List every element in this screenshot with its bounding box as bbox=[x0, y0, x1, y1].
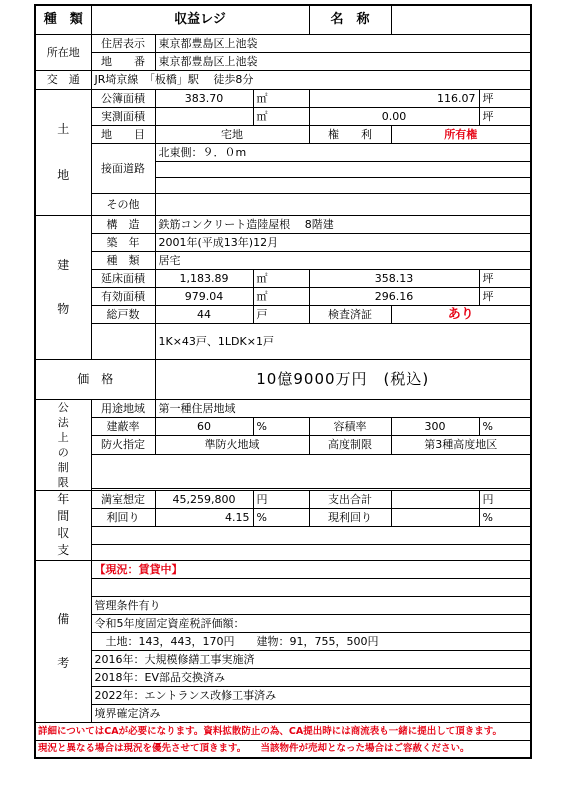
actual-area-label: 実測面積 bbox=[91, 107, 155, 125]
structure-value: 鉄筋コンクリート造陸屋根 8階建 bbox=[155, 215, 531, 233]
remarks-line: 2022年：エントランス改修工事済み bbox=[91, 686, 531, 704]
building-label bbox=[35, 215, 91, 359]
registered-area-sqm: 383.70 bbox=[155, 89, 253, 107]
yen-unit: 円 bbox=[253, 490, 309, 508]
coverage-label: 建蔽率 bbox=[91, 417, 155, 435]
income-label: 年間収支 bbox=[35, 490, 91, 560]
income-blank bbox=[91, 544, 531, 560]
road-blank bbox=[155, 177, 531, 193]
rights-label: 権 利 bbox=[309, 125, 391, 143]
yield-label: 利回り bbox=[91, 508, 155, 526]
traffic-label: 交 通 bbox=[35, 70, 91, 89]
far-label: 容積率 bbox=[309, 417, 391, 435]
fire-label: 防火指定 bbox=[91, 436, 155, 454]
rights-value: 所有権 bbox=[391, 125, 531, 143]
remarks-line: 管理条件有り bbox=[91, 596, 531, 614]
registered-area-label: 公簿面積 bbox=[91, 89, 155, 107]
disclaimer-line-2: 現況と異なる場合は現況を優先させて頂きます。 当該物件が売却となった場合はご容赦ください。 bbox=[35, 740, 531, 758]
building-label-bottom: 物 bbox=[57, 302, 70, 316]
lot-label: 地 番 bbox=[91, 52, 155, 70]
address-value: 東京都豊島区上池袋 bbox=[155, 34, 531, 52]
address-label: 住居表示 bbox=[91, 34, 155, 52]
price-value: 10億9000万円 (税込) bbox=[155, 359, 531, 399]
lot-value: 東京都豊島区上池袋 bbox=[155, 52, 531, 70]
full-occupancy-label: 満室想定 bbox=[91, 490, 155, 508]
remarks-label bbox=[35, 560, 91, 722]
percent-unit: % bbox=[253, 508, 309, 526]
remarks-label-bottom: 考 bbox=[57, 656, 70, 670]
building-label-top: 建 bbox=[57, 258, 70, 272]
actual-area-tsubo: 0.00 bbox=[309, 107, 479, 125]
building-kind-value: 居宅 bbox=[155, 251, 531, 269]
remarks-line: 2016年：大規模修繕工事実施済 bbox=[91, 650, 531, 668]
floor-area-sqm: 1,183.89 bbox=[155, 269, 253, 287]
percent-unit: % bbox=[253, 417, 309, 435]
unit-sqm: ㎡ bbox=[253, 269, 309, 287]
road-value: 北東側：９．０m bbox=[155, 143, 531, 161]
land-other-value bbox=[155, 193, 531, 215]
expense-value bbox=[391, 490, 479, 508]
effective-area-sqm: 979.04 bbox=[155, 287, 253, 305]
unit-tsubo: 坪 bbox=[479, 89, 531, 107]
expense-label: 支出合計 bbox=[309, 490, 391, 508]
remarks-line: 令和5年度固定資産税評価額： bbox=[91, 614, 531, 632]
building-kind-label: 種 類 bbox=[91, 251, 155, 269]
structure-label: 構 造 bbox=[91, 215, 155, 233]
unit-tsubo: 坪 bbox=[479, 107, 531, 125]
type-value: 収益レジ bbox=[91, 5, 309, 34]
remarks-line bbox=[91, 578, 531, 596]
remarks-line: 2018年：EV部品交換済み bbox=[91, 668, 531, 686]
inspection-label: 検査済証 bbox=[309, 305, 391, 323]
land-label-bottom: 地 bbox=[57, 168, 70, 182]
units-unit: 戸 bbox=[253, 305, 309, 323]
property-sheet bbox=[34, 4, 530, 759]
regulation-blank bbox=[91, 454, 531, 489]
remarks-line: 土地：143，443，170円 建物：91，755，500円 bbox=[91, 632, 531, 650]
far-value: 300 bbox=[391, 417, 479, 435]
road-label: 接面道路 bbox=[91, 143, 155, 193]
location-label: 所在地 bbox=[35, 34, 91, 70]
land-label-top: 土 bbox=[57, 122, 70, 136]
type-label: 種 類 bbox=[35, 5, 91, 34]
inspection-value: あり bbox=[391, 305, 531, 323]
land-other-label: その他 bbox=[91, 193, 155, 215]
percent-unit: % bbox=[479, 508, 531, 526]
zone-label: 用途地域 bbox=[91, 399, 155, 417]
effective-area-label: 有効面積 bbox=[91, 287, 155, 305]
income-blank bbox=[91, 526, 531, 544]
layout-value: 1K×43戸、1LDK×1戸 bbox=[155, 323, 531, 359]
full-occupancy-value: 45,259,800 bbox=[155, 490, 253, 508]
net-yield-label: 現利回り bbox=[309, 508, 391, 526]
yield-value: 4.15 bbox=[155, 508, 253, 526]
effective-area-tsubo: 296.16 bbox=[309, 287, 479, 305]
percent-unit: % bbox=[479, 417, 531, 435]
remarks-label-top: 備 bbox=[57, 612, 70, 626]
unit-sqm: ㎡ bbox=[253, 287, 309, 305]
property-table bbox=[34, 4, 532, 759]
land-category-value: 宅地 bbox=[155, 125, 309, 143]
road-blank bbox=[155, 161, 531, 177]
actual-area-sqm bbox=[155, 107, 253, 125]
coverage-value: 60 bbox=[155, 417, 253, 435]
land-category-label: 地 目 bbox=[91, 125, 155, 143]
traffic-value: JR埼京線 「板橋」駅 徒歩8分 bbox=[91, 70, 531, 89]
layout-label bbox=[91, 323, 155, 359]
height-label: 高度制限 bbox=[309, 436, 391, 454]
built-value: 2001年(平成13年)12月 bbox=[155, 233, 531, 251]
fire-value: 準防火地域 bbox=[155, 436, 309, 454]
land-label bbox=[35, 89, 91, 215]
disclaimer-line-1: 詳細についてはCAが必要になります。資料拡散防止の為、CA提出時には商流表も一緒に提出して頂きます。 bbox=[35, 722, 531, 740]
header-row bbox=[35, 5, 531, 34]
remarks-line: 境界確定済み bbox=[91, 704, 531, 722]
regulation-label: 公法上の制限 bbox=[35, 399, 91, 490]
unit-tsubo: 坪 bbox=[479, 287, 531, 305]
name-label: 名 称 bbox=[309, 5, 391, 34]
name-value bbox=[391, 5, 531, 34]
floor-area-tsubo: 358.13 bbox=[309, 269, 479, 287]
units-label: 総戸数 bbox=[91, 305, 155, 323]
remarks-line: 【現況：賃貸中】 bbox=[91, 560, 531, 578]
net-yield-value bbox=[391, 508, 479, 526]
unit-sqm: ㎡ bbox=[253, 107, 309, 125]
unit-sqm: ㎡ bbox=[253, 89, 309, 107]
yen-unit: 円 bbox=[479, 490, 531, 508]
price-label: 価 格 bbox=[35, 359, 155, 399]
floor-area-label: 延床面積 bbox=[91, 269, 155, 287]
built-label: 築 年 bbox=[91, 233, 155, 251]
units-value: 44 bbox=[155, 305, 253, 323]
registered-area-tsubo: 116.07 bbox=[309, 89, 479, 107]
zone-value: 第一種住居地域 bbox=[155, 399, 531, 417]
height-value: 第3種高度地区 bbox=[391, 436, 531, 454]
unit-tsubo: 坪 bbox=[479, 269, 531, 287]
